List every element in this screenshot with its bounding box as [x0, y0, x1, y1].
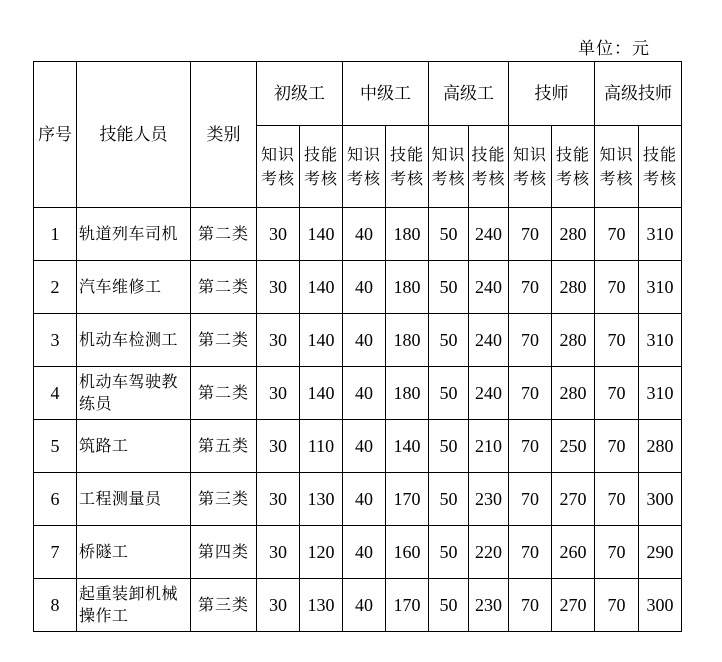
row-fee-value: 140 [300, 261, 343, 314]
row-fee-value: 180 [386, 261, 429, 314]
row-category: 第四类 [191, 526, 257, 579]
row-category: 第三类 [191, 473, 257, 526]
row-fee-value: 170 [386, 473, 429, 526]
row-fee-value: 70 [509, 526, 552, 579]
row-index: 1 [34, 208, 77, 261]
row-fee-value: 30 [257, 526, 300, 579]
row-fee-value: 50 [429, 579, 469, 632]
row-fee-value: 30 [257, 579, 300, 632]
row-fee-value: 300 [639, 579, 682, 632]
row-fee-value: 240 [469, 261, 509, 314]
row-fee-value: 210 [469, 420, 509, 473]
row-personnel-name: 机动车检测工 [77, 314, 191, 367]
row-fee-value: 50 [429, 420, 469, 473]
table-row [34, 579, 682, 632]
row-fee-value: 30 [257, 473, 300, 526]
row-fee-value: 220 [469, 526, 509, 579]
row-fee-value: 170 [386, 579, 429, 632]
row-index: 8 [34, 579, 77, 632]
row-fee-value: 230 [469, 579, 509, 632]
header-sub-text: 考核 [555, 168, 590, 188]
row-fee-value: 140 [300, 314, 343, 367]
row-index: 6 [34, 473, 77, 526]
row-fee-value: 40 [343, 526, 386, 579]
row-fee-value: 40 [343, 261, 386, 314]
row-fee-value: 70 [595, 208, 639, 261]
header-sub-text: 考核 [599, 168, 634, 188]
row-fee-value: 280 [552, 367, 595, 420]
header-sub-skill [386, 126, 429, 208]
row-fee-value: 310 [639, 314, 682, 367]
row-fee-value: 40 [343, 579, 386, 632]
row-fee-value: 260 [552, 526, 595, 579]
row-fee-value: 290 [639, 526, 682, 579]
header-sub-text: 技能 [471, 144, 506, 164]
row-index: 7 [34, 526, 77, 579]
row-fee-value: 70 [509, 367, 552, 420]
row-fee-value: 310 [639, 208, 682, 261]
row-category: 第二类 [191, 208, 257, 261]
header-sub-skill [639, 126, 682, 208]
row-fee-value: 280 [639, 420, 682, 473]
row-fee-value: 70 [595, 314, 639, 367]
header-sub-text: 考核 [260, 168, 295, 188]
row-personnel-name: 机动车驾驶教练员 [77, 367, 191, 420]
row-fee-value: 40 [343, 208, 386, 261]
table-row [34, 261, 682, 314]
row-fee-value: 70 [595, 526, 639, 579]
row-fee-value: 180 [386, 367, 429, 420]
header-sub-text: 考核 [303, 168, 338, 188]
header-sub-text: 考核 [512, 168, 547, 188]
row-fee-value: 110 [300, 420, 343, 473]
header-level-senior-technician: 高级技师 [595, 62, 682, 126]
row-fee-value: 280 [552, 261, 595, 314]
row-index: 4 [34, 367, 77, 420]
row-fee-value: 40 [343, 367, 386, 420]
header-sub-text: 知识 [346, 144, 381, 164]
row-fee-value: 70 [509, 314, 552, 367]
row-fee-value: 240 [469, 314, 509, 367]
row-category: 第二类 [191, 261, 257, 314]
header-sub-text: 技能 [642, 144, 677, 164]
row-category: 第二类 [191, 314, 257, 367]
row-fee-value: 280 [552, 314, 595, 367]
row-fee-value: 70 [509, 261, 552, 314]
row-fee-value: 70 [595, 579, 639, 632]
header-sub-text: 技能 [303, 144, 338, 164]
row-fee-value: 50 [429, 526, 469, 579]
header-sub-text: 知识 [599, 144, 634, 164]
header-sub-text: 技能 [389, 144, 424, 164]
table-row [34, 526, 682, 579]
row-fee-value: 30 [257, 314, 300, 367]
header-sub-knowledge [595, 126, 639, 208]
row-fee-value: 240 [469, 367, 509, 420]
row-fee-value: 250 [552, 420, 595, 473]
row-fee-value: 30 [257, 208, 300, 261]
row-fee-value: 140 [300, 208, 343, 261]
row-fee-value: 50 [429, 314, 469, 367]
row-fee-value: 280 [552, 208, 595, 261]
row-index: 5 [34, 420, 77, 473]
row-personnel-name: 筑路工 [77, 420, 191, 473]
header-sub-text: 知识 [260, 144, 295, 164]
row-fee-value: 70 [509, 420, 552, 473]
row-category: 第三类 [191, 579, 257, 632]
header-sub-text: 考核 [346, 168, 381, 188]
row-fee-value: 50 [429, 208, 469, 261]
row-fee-value: 120 [300, 526, 343, 579]
header-personnel: 技能人员 [77, 62, 191, 208]
row-fee-value: 70 [595, 261, 639, 314]
header-level-junior: 初级工 [257, 62, 343, 126]
header-index: 序号 [34, 62, 77, 208]
row-fee-value: 40 [343, 473, 386, 526]
row-category: 第二类 [191, 367, 257, 420]
row-fee-value: 70 [595, 367, 639, 420]
row-personnel-name: 工程测量员 [77, 473, 191, 526]
row-fee-value: 30 [257, 367, 300, 420]
table-row [34, 367, 682, 420]
header-level-intermediate: 中级工 [343, 62, 429, 126]
header-level-technician: 技师 [509, 62, 595, 126]
row-fee-value: 310 [639, 367, 682, 420]
header-sub-skill [552, 126, 595, 208]
header-sub-text: 考核 [642, 168, 677, 188]
header-sub-text: 考核 [431, 168, 466, 188]
row-fee-value: 50 [429, 261, 469, 314]
header-sub-text: 技能 [555, 144, 590, 164]
row-fee-value: 270 [552, 579, 595, 632]
header-sub-text: 知识 [512, 144, 547, 164]
row-fee-value: 70 [509, 208, 552, 261]
row-fee-value: 30 [257, 261, 300, 314]
row-fee-value: 70 [595, 473, 639, 526]
header-sub-knowledge [257, 126, 300, 208]
fee-table [33, 61, 682, 632]
header-category: 类别 [191, 62, 257, 208]
header-sub-knowledge [429, 126, 469, 208]
row-fee-value: 70 [509, 579, 552, 632]
row-index: 2 [34, 261, 77, 314]
row-index: 3 [34, 314, 77, 367]
row-fee-value: 270 [552, 473, 595, 526]
row-personnel-name: 起重装卸机械操作工 [77, 579, 191, 632]
row-fee-value: 180 [386, 314, 429, 367]
row-personnel-name: 轨道列车司机 [77, 208, 191, 261]
header-row-levels [34, 62, 682, 126]
row-fee-value: 70 [509, 473, 552, 526]
row-fee-value: 140 [300, 367, 343, 420]
row-fee-value: 50 [429, 473, 469, 526]
row-fee-value: 230 [469, 473, 509, 526]
table-row [34, 208, 682, 261]
header-level-senior: 高级工 [429, 62, 509, 126]
header-sub-text: 知识 [431, 144, 466, 164]
row-personnel-name: 汽车维修工 [77, 261, 191, 314]
header-sub-skill [300, 126, 343, 208]
row-fee-value: 300 [639, 473, 682, 526]
row-fee-value: 180 [386, 208, 429, 261]
row-fee-value: 40 [343, 314, 386, 367]
header-sub-text: 考核 [389, 168, 424, 188]
table-row [34, 473, 682, 526]
row-fee-value: 40 [343, 420, 386, 473]
table-body [34, 208, 682, 632]
row-fee-value: 130 [300, 579, 343, 632]
header-sub-text: 考核 [471, 168, 506, 188]
header-sub-knowledge [509, 126, 552, 208]
table-row [34, 314, 682, 367]
row-fee-value: 30 [257, 420, 300, 473]
row-fee-value: 160 [386, 526, 429, 579]
row-fee-value: 310 [639, 261, 682, 314]
row-fee-value: 50 [429, 367, 469, 420]
unit-label: 单位：元 [578, 39, 650, 59]
row-fee-value: 240 [469, 208, 509, 261]
row-fee-value: 70 [595, 420, 639, 473]
row-personnel-name: 桥隧工 [77, 526, 191, 579]
row-category: 第五类 [191, 420, 257, 473]
header-sub-skill [469, 126, 509, 208]
table-row [34, 420, 682, 473]
row-fee-value: 140 [386, 420, 429, 473]
row-fee-value: 130 [300, 473, 343, 526]
header-sub-knowledge [343, 126, 386, 208]
